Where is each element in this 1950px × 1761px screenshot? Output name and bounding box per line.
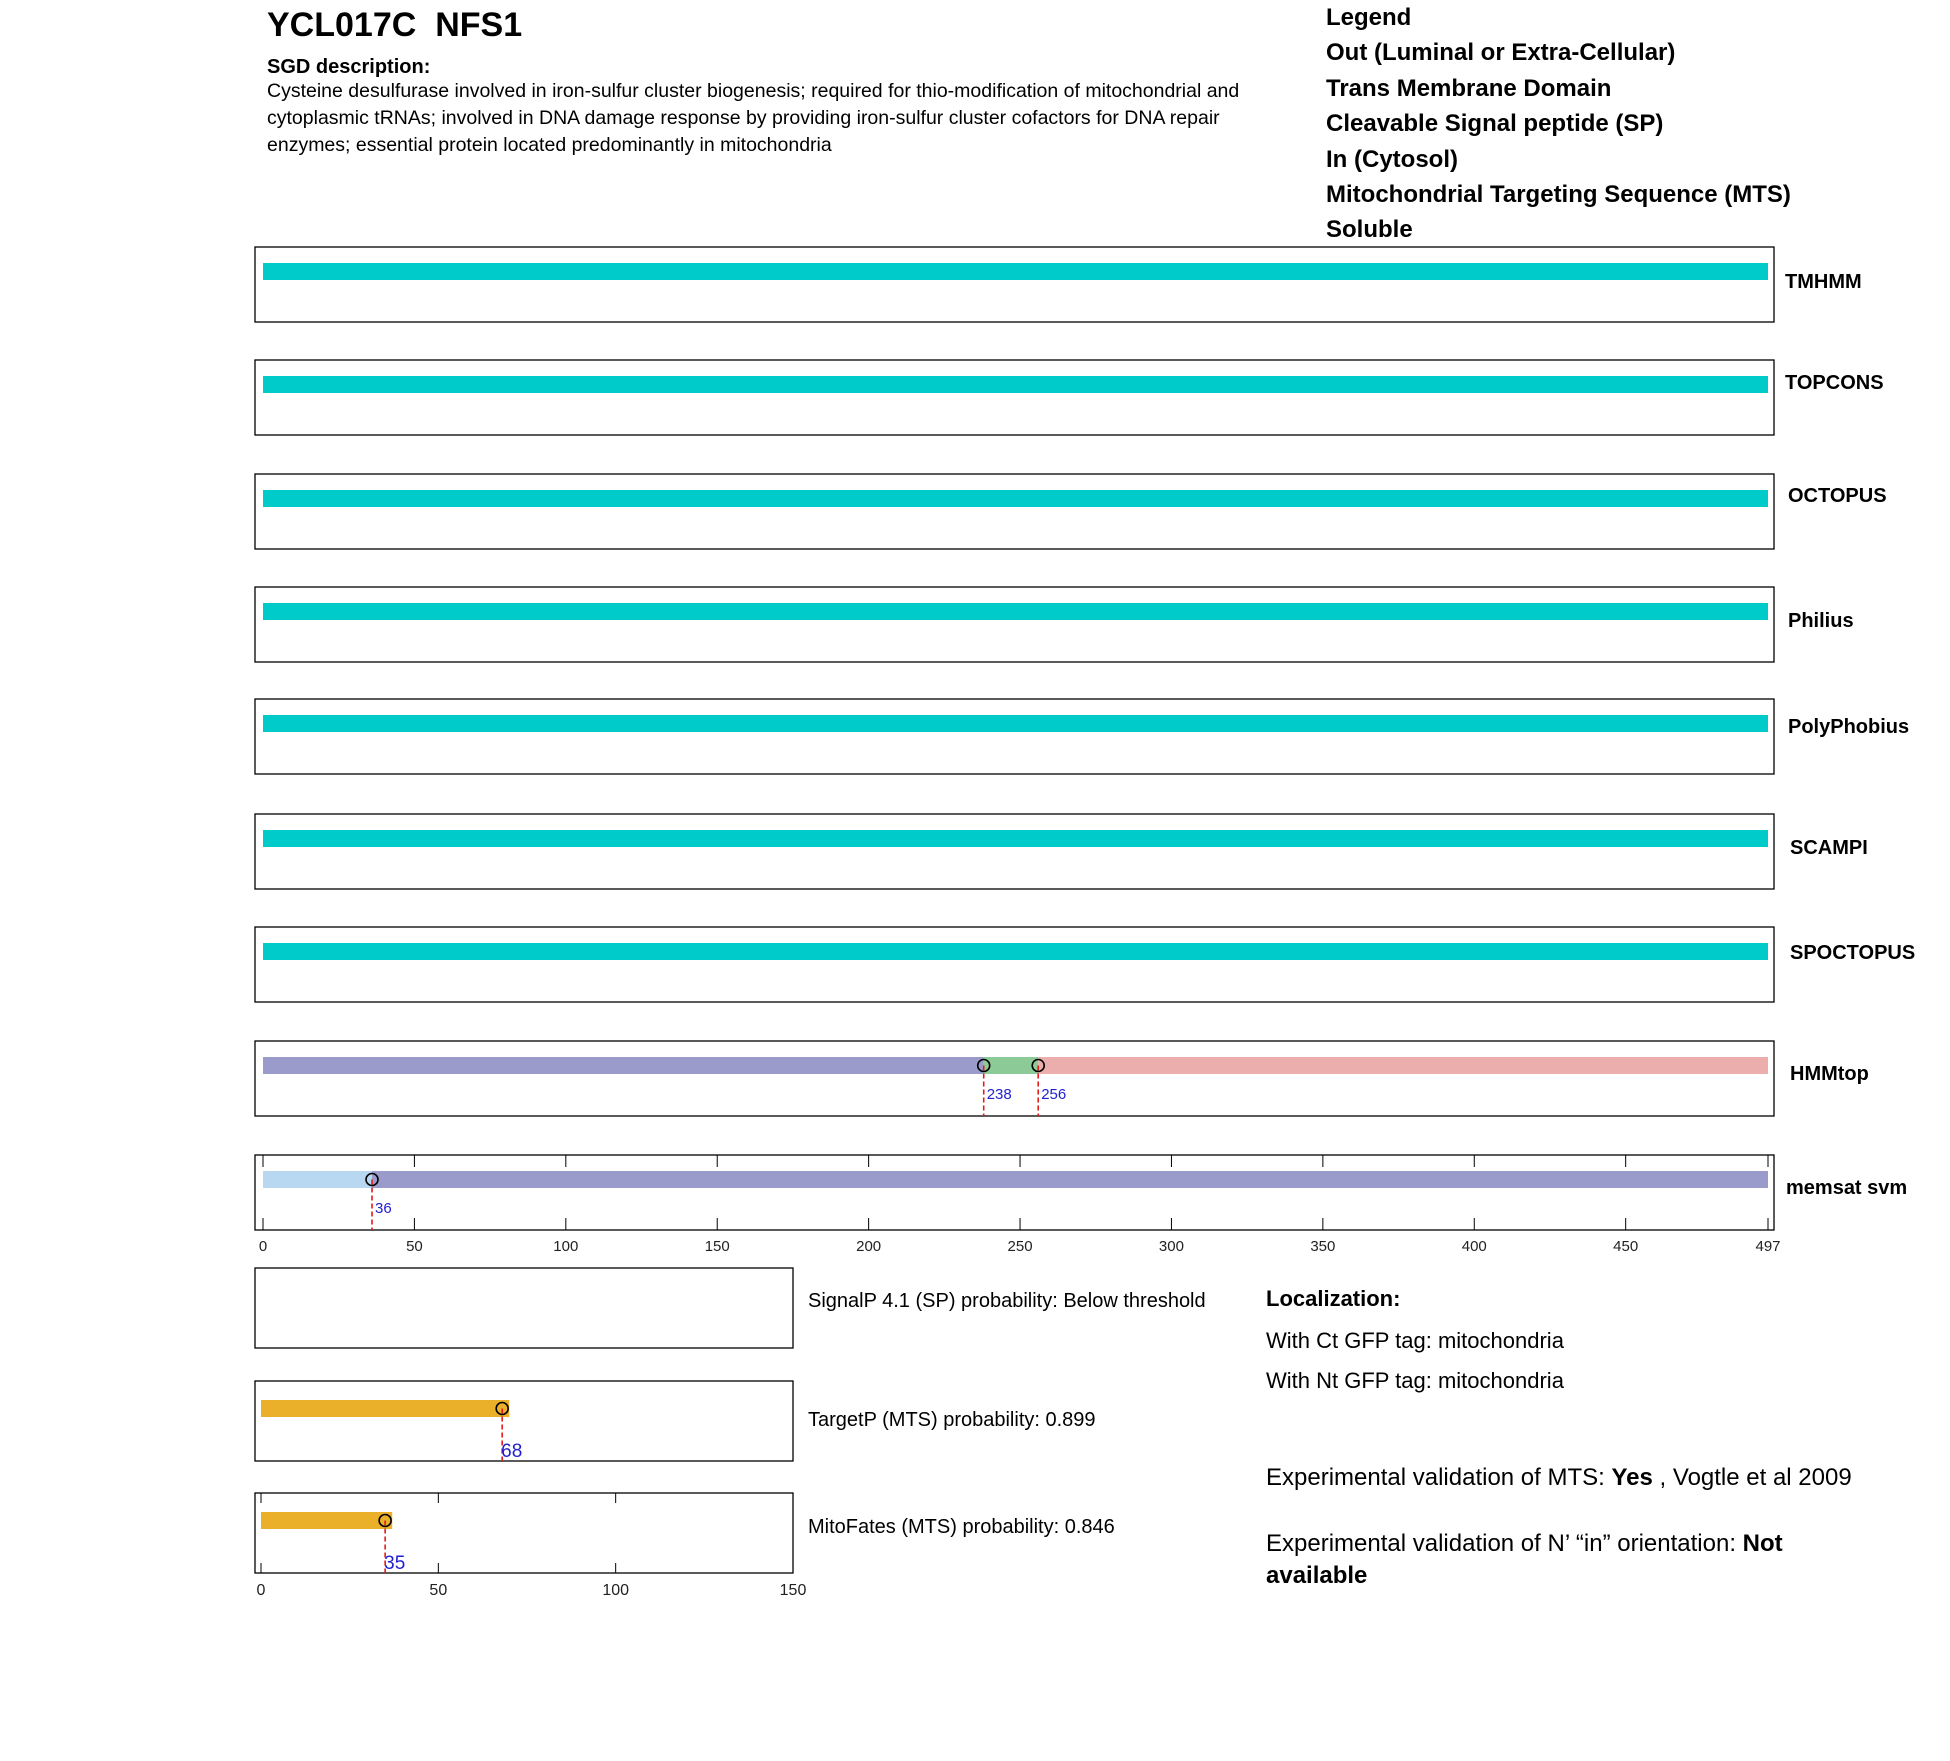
track-name-philius: Philius <box>1788 610 1854 632</box>
legend-item-in: In (Cytosol) <box>1326 146 1458 173</box>
validation-mts-suffix: , Vogtle et al 2009 <box>1652 1464 1852 1491</box>
signalp-label: SignalP 4.1 (SP) probability: Below threshold <box>808 1290 1206 1312</box>
track-frame-scampi <box>255 814 1774 889</box>
x-tick-label-10: 497 <box>1755 1238 1781 1255</box>
legend-item-sp: Cleavable Signal peptide (SP) <box>1326 110 1664 137</box>
boundary-label-hmmtop-0: 238 <box>986 1086 1012 1103</box>
gene-id: YCL017C <box>267 6 417 44</box>
pred-frame-signalp-4-1 <box>255 1268 793 1348</box>
x-tick-label-6: 300 <box>1158 1238 1184 1255</box>
gene-name: NFS1 <box>435 6 523 44</box>
segment-memsat-svm-0 <box>263 1171 372 1188</box>
pred-x-tick-label-0: 0 <box>256 1582 266 1599</box>
x-tick-label-7: 350 <box>1310 1238 1336 1255</box>
track-name-spoctopus: SPOCTOPUS <box>1790 942 1916 964</box>
description-text: Cysteine desulfurase involved in iron-sulfur cluster biogenesis; required for thio-modification of mitochondrial and cytoplasmic tRNAs; involved in DNA damage response by providing iron-sulfur cluster cofactors for DNA repair enzymes; essential protein located predominantly in mitochondria <box>267 80 1240 156</box>
legend-item-soluble: Soluble <box>1326 216 1413 243</box>
validation-mts-value: Yes <box>1611 1464 1653 1491</box>
validation-orientation-prefix: Experimental validation of N’ “in” orientation: <box>1266 1530 1743 1557</box>
boundary-label-hmmtop-1: 256 <box>1041 1086 1067 1103</box>
pred-frame-targetp <box>255 1381 793 1461</box>
track-name-polyphobius: PolyPhobius <box>1788 716 1910 738</box>
pred-segment-mitofates-0 <box>261 1512 392 1529</box>
pred-x-tick-label-2: 100 <box>602 1582 630 1599</box>
segment-tmhmm-0 <box>263 263 1768 280</box>
track-frame-tmhmm <box>255 247 1774 322</box>
x-tick-label-1: 50 <box>406 1238 423 1255</box>
description-heading: SGD description: <box>267 56 431 78</box>
track-frame-memsat-svm <box>255 1155 1774 1230</box>
track-name-topcons: TOPCONS <box>1785 372 1884 394</box>
x-tick-label-2: 100 <box>553 1238 579 1255</box>
pred-frame-mitofates <box>255 1493 793 1573</box>
x-tick-label-0: 0 <box>258 1238 268 1255</box>
legend-item-tm: Trans Membrane Domain <box>1326 75 1612 102</box>
track-frame-spoctopus <box>255 927 1774 1002</box>
track-name-scampi: SCAMPI <box>1790 837 1868 859</box>
legend-item-mts: Mitochondrial Targeting Sequence (MTS) <box>1326 181 1791 208</box>
segment-hmmtop-1 <box>984 1057 1039 1074</box>
segment-polyphobius-0 <box>263 715 1768 732</box>
pred-x-tick-label-1: 50 <box>429 1582 448 1599</box>
track-frame-octopus <box>255 474 1774 549</box>
segment-topcons-0 <box>263 376 1768 393</box>
track-frame-topcons <box>255 360 1774 435</box>
targetp-label: TargetP (MTS) probability: 0.899 <box>808 1409 1096 1431</box>
segment-hmmtop-2 <box>1038 1057 1768 1074</box>
localization-nt-gfp: With Nt GFP tag: mitochondria <box>1266 1368 1564 1393</box>
track-name-octopus: OCTOPUS <box>1788 485 1887 507</box>
pred-segment-targetp-0 <box>261 1400 509 1417</box>
x-tick-label-9: 450 <box>1613 1238 1639 1255</box>
x-tick-label-5: 250 <box>1007 1238 1033 1255</box>
segment-memsat-svm-1 <box>372 1171 1768 1188</box>
validation-mts-prefix: Experimental validation of MTS: <box>1266 1464 1612 1491</box>
segment-octopus-0 <box>263 490 1768 507</box>
x-tick-label-4: 200 <box>856 1238 882 1255</box>
segment-philius-0 <box>263 603 1768 620</box>
validation-orientation-value-1: Not <box>1742 1530 1783 1557</box>
segment-scampi-0 <box>263 830 1768 847</box>
legend-item-out: Out (Luminal or Extra-Cellular) <box>1326 39 1676 66</box>
segment-spoctopus-0 <box>263 943 1768 960</box>
track-frame-polyphobius <box>255 699 1774 774</box>
track-frame-hmmtop <box>255 1041 1774 1116</box>
track-frame-philius <box>255 587 1774 662</box>
localization-heading: Localization: <box>1266 1286 1401 1311</box>
legend-title: Legend <box>1326 4 1412 31</box>
localization-ct-gfp: With Ct GFP tag: mitochondria <box>1266 1328 1564 1353</box>
track-name-hmmtop: HMMtop <box>1790 1063 1869 1085</box>
segment-hmmtop-0 <box>263 1057 984 1074</box>
x-tick-label-8: 400 <box>1461 1238 1487 1255</box>
pred-x-tick-label-3: 150 <box>779 1582 807 1599</box>
validation-orientation-value-2: available <box>1266 1562 1368 1589</box>
mitofates-label: MitoFates (MTS) probability: 0.846 <box>808 1516 1115 1538</box>
track-name-memsat-svm: memsat svm <box>1786 1177 1908 1199</box>
pred-boundary-label-targetp-0: 68 <box>501 1441 523 1462</box>
boundary-label-memsat-svm-0: 36 <box>375 1200 392 1217</box>
x-tick-label-3: 150 <box>704 1238 730 1255</box>
pred-boundary-label-mitofates-0: 35 <box>384 1553 406 1574</box>
track-name-tmhmm: TMHMM <box>1785 271 1862 293</box>
